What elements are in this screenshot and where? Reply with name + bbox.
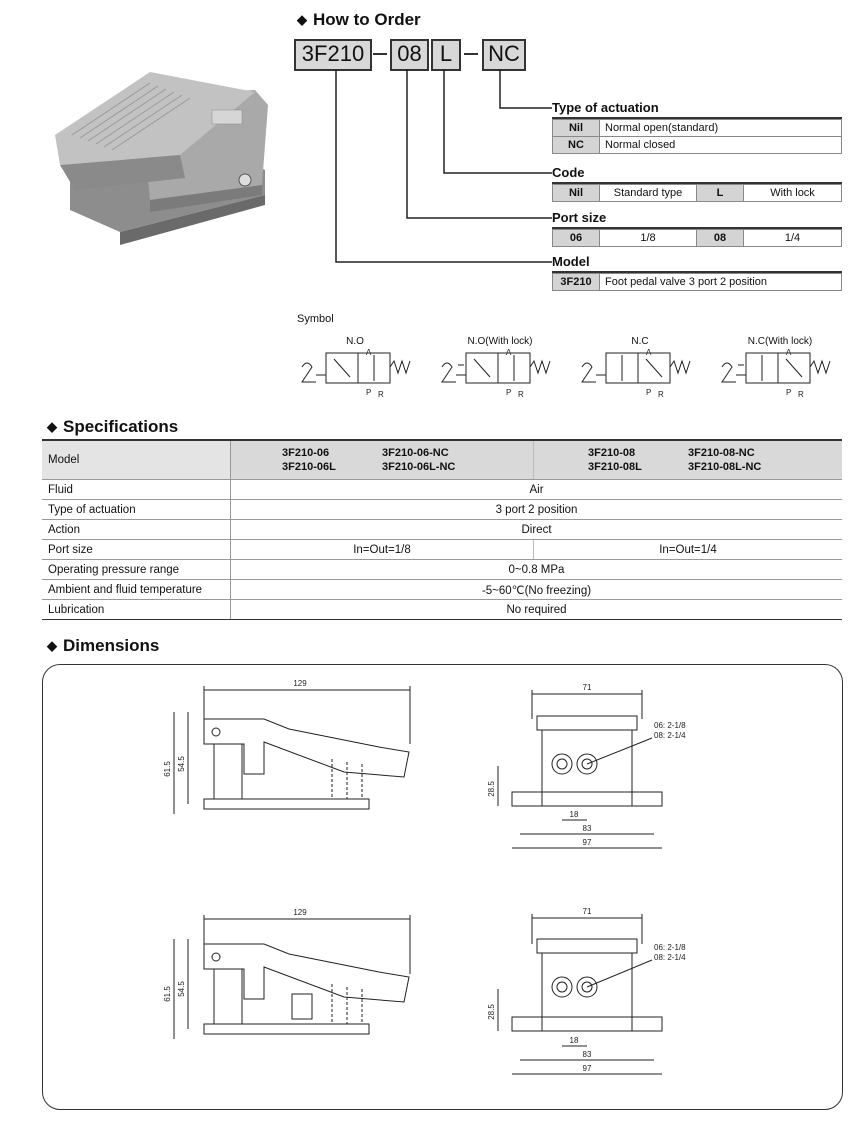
- port-label: R: [658, 390, 664, 399]
- dim-label: 54.5: [177, 756, 186, 772]
- table-cell-code: Nil: [553, 120, 600, 137]
- symbol-label: N.C(With lock): [747, 336, 813, 347]
- table-cell-desc: 1/8: [600, 230, 697, 247]
- spec-value: In=Out=1/8: [231, 540, 534, 560]
- model-code: 3F210-06-NC: [382, 447, 449, 459]
- specifications-heading: ◆ Specifications: [47, 417, 179, 436]
- dim-label: 97: [582, 838, 592, 847]
- port-label: R: [798, 390, 804, 399]
- spec-label: Type of actuation: [42, 500, 231, 520]
- valve-symbols: [290, 345, 850, 410]
- port-label: P: [646, 388, 652, 397]
- spec-label: Ambient and fluid temperature: [42, 580, 231, 600]
- spec-models-right: [534, 441, 843, 480]
- dim-label: 61.5: [163, 761, 172, 777]
- model-code: 3F210-06L: [282, 461, 336, 473]
- spec-label: Lubrication: [42, 600, 231, 620]
- spec-label: Port size: [42, 540, 231, 560]
- spec-label: Model: [42, 441, 231, 480]
- diamond-bullet-icon: ◆: [47, 419, 57, 434]
- port-label: P: [786, 388, 792, 397]
- table-row: [42, 560, 842, 580]
- dim-label: 71: [582, 683, 592, 692]
- spec-value: No required: [231, 600, 843, 620]
- port-size-table: [552, 229, 842, 247]
- table-cell-desc: Normal closed: [600, 137, 842, 154]
- table-row: [553, 137, 842, 154]
- model-code: 3F210-08-NC: [688, 447, 755, 459]
- order-code-model: 3F210: [294, 39, 372, 71]
- dim-label: 06: 2-1/8: [654, 943, 686, 952]
- order-code-lock: L: [431, 39, 461, 71]
- model-code: 3F210-06L-NC: [382, 461, 456, 473]
- table-row: [42, 520, 842, 540]
- model-code: 3F210-08: [588, 447, 636, 459]
- dim-label: 28.5: [487, 1004, 496, 1020]
- symbol-title: Symbol: [297, 313, 334, 325]
- port-label: P: [366, 388, 372, 397]
- actuation-table: [552, 119, 842, 154]
- table-row: [42, 480, 842, 500]
- spec-value: -5~60℃(No freezing): [231, 580, 843, 600]
- model-code: 3F210-08L-NC: [688, 461, 762, 473]
- dim-label: 28.5: [487, 781, 496, 797]
- table-row: [42, 580, 842, 600]
- dim-label: 71: [582, 907, 592, 916]
- table-cell-code: L: [697, 185, 744, 202]
- model-title: Model: [552, 254, 590, 269]
- table-cell-code: 3F210: [553, 274, 600, 291]
- table-cell-code: NC: [553, 137, 600, 154]
- dim-label: 08: 2-1/4: [654, 953, 686, 962]
- dim-label: 18: [569, 1036, 579, 1045]
- spec-value: 0~0.8 MPa: [231, 560, 843, 580]
- dim-label: 83: [582, 1050, 592, 1059]
- specifications-table: [42, 441, 842, 620]
- table-cell-code: 08: [697, 230, 744, 247]
- order-code-actuation: NC: [482, 39, 526, 71]
- order-code-port: 08: [390, 39, 429, 71]
- port-label: A: [786, 348, 792, 357]
- dim-label: 61.5: [163, 986, 172, 1002]
- table-row: [42, 600, 842, 620]
- table-cell-code: Nil: [553, 185, 600, 202]
- table-row: [42, 500, 842, 520]
- spec-value: Direct: [231, 520, 843, 540]
- model-code: 3F210-06: [282, 447, 330, 459]
- symbol-label: N.O(With lock): [467, 336, 533, 347]
- dim-label: 83: [582, 824, 592, 833]
- port-size-title: Port size: [552, 210, 607, 225]
- spec-value: 3 port 2 position: [231, 500, 843, 520]
- spec-models-left: [231, 441, 534, 480]
- spec-label: Operating pressure range: [42, 560, 231, 580]
- table-cell-desc: Standard type: [600, 185, 697, 202]
- dim-label: 129: [293, 908, 307, 917]
- port-label: R: [518, 390, 524, 399]
- port-label: P: [506, 388, 512, 397]
- dim-label: 06: 2-1/8: [654, 721, 686, 730]
- table-row: [553, 230, 842, 247]
- table-cell-desc: Normal open(standard): [600, 120, 842, 137]
- code-title: Code: [552, 165, 585, 180]
- code-table: [552, 184, 842, 202]
- diamond-bullet-icon: ◆: [47, 638, 57, 653]
- dimensions-heading: ◆ Dimensions: [47, 636, 160, 655]
- spec-label: Action: [42, 520, 231, 540]
- dimension-drawings: [42, 664, 842, 1108]
- dim-label: 18: [569, 810, 579, 819]
- table-cell-desc: 1/4: [744, 230, 842, 247]
- symbol-label: N.C: [631, 336, 649, 347]
- table-row: [553, 274, 842, 291]
- model-table: [552, 273, 842, 291]
- port-label: R: [378, 390, 384, 399]
- dim-label: 97: [582, 1064, 592, 1073]
- spec-value: In=Out=1/4: [534, 540, 843, 560]
- dim-label: 129: [293, 679, 307, 688]
- dim-label: 54.5: [177, 981, 186, 997]
- table-row: [553, 185, 842, 202]
- table-row: [42, 441, 842, 480]
- type-of-actuation-title: Type of actuation: [552, 100, 659, 115]
- dim-label: 08: 2-1/4: [654, 731, 686, 740]
- spec-value: Air: [231, 480, 843, 500]
- port-label: A: [646, 348, 652, 357]
- model-code: 3F210-08L: [588, 461, 642, 473]
- port-label: A: [506, 348, 512, 357]
- table-cell-desc: Foot pedal valve 3 port 2 position: [600, 274, 842, 291]
- table-row: [553, 120, 842, 137]
- port-label: A: [366, 348, 372, 357]
- table-cell-desc: With lock: [744, 185, 842, 202]
- table-row: [42, 540, 842, 560]
- symbol-label: N.O: [346, 336, 364, 347]
- diamond-bullet-icon: ◆: [297, 12, 307, 27]
- table-cell-code: 06: [553, 230, 600, 247]
- how-to-order-heading: ◆ How to Order: [297, 10, 421, 29]
- spec-label: Fluid: [42, 480, 231, 500]
